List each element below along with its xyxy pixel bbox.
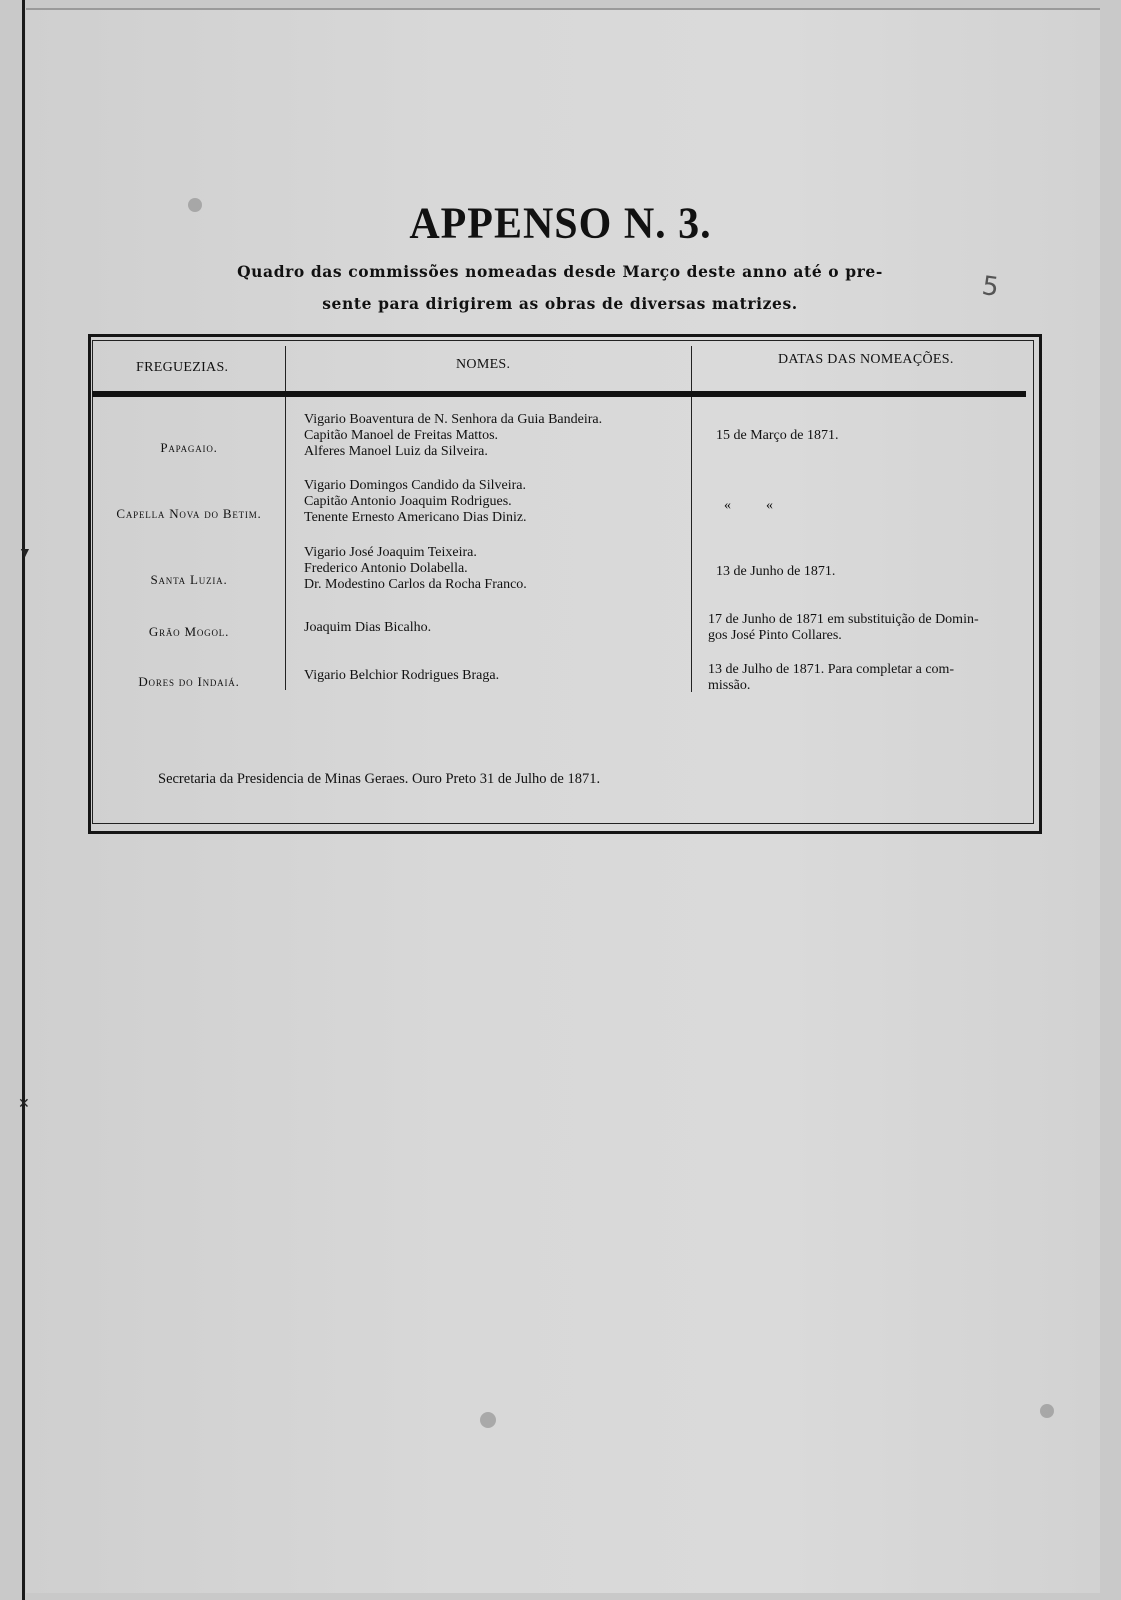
parish-name: Papagaio.: [160, 440, 218, 455]
document-subtitle-line-2: sente para dirigirem as obras de diversas matrizes.: [322, 294, 798, 313]
column-header-datas: DATAS DAS NOMEAÇÕES.: [778, 352, 954, 367]
column-header-freguezias: FREGUEZIAS.: [136, 360, 229, 375]
commission-names: [304, 668, 499, 684]
parish-name: Dores do Indaiá.: [138, 674, 240, 689]
document-title: APPENSO N. 3.: [409, 199, 712, 249]
member-name: Joaquim Dias Bicalho.: [304, 620, 432, 635]
margin-mark: ▼: [18, 546, 32, 561]
date-line: missão.: [708, 678, 751, 693]
column-divider: [285, 346, 286, 690]
ink-spot: [480, 1412, 496, 1428]
member-name: Dr. Modestino Carlos da Rocha Franco.: [304, 577, 527, 592]
date-line: 13 de Junho de 1871.: [716, 564, 836, 579]
member-name: Capitão Antonio Joaquim Rodrigues.: [304, 494, 512, 509]
column-divider: [691, 346, 692, 692]
date-line: « «: [724, 498, 773, 513]
header-rule: [92, 391, 1026, 397]
member-name: Capitão Manoel de Freitas Mattos.: [304, 428, 499, 443]
member-name: Vigario Belchior Rodrigues Braga.: [304, 668, 500, 683]
secretariat-signature-line: Secretaria da Presidencia de Minas Geraes. Ouro Preto 31 de Julho de 1871.: [158, 771, 601, 787]
appointment-date: [708, 612, 1050, 644]
document-subtitle-line-1: Quadro das commissões nomeadas desde Março deste anno até o pre-: [237, 262, 883, 281]
appointment-date: [708, 662, 1050, 694]
appointment-date: [716, 428, 1058, 444]
member-name: Alferes Manoel Luiz da Silveira.: [304, 444, 488, 459]
margin-mark: ✕: [18, 1097, 30, 1112]
appointment-date: [724, 498, 1066, 514]
parish-name: Santa Luzia.: [150, 572, 228, 587]
member-name: Vigario Domingos Candido da Silveira.: [304, 478, 526, 493]
commission-names: [304, 620, 431, 636]
commission-names: [304, 545, 527, 593]
ink-spot: [1040, 1404, 1054, 1418]
parish-name: Grão Mogol.: [148, 624, 230, 639]
date-line: 13 de Julho de 1871. Para completar a com-: [708, 662, 955, 677]
handwritten-folio-number: 5: [979, 270, 1001, 304]
member-name: Tenente Ernesto Americano Dias Diniz.: [304, 510, 527, 525]
commission-names: [304, 412, 602, 460]
member-name: Frederico Antonio Dolabella.: [304, 561, 468, 576]
member-name: Vigario José Joaquim Teixeira.: [304, 545, 477, 560]
date-line: 15 de Março de 1871.: [716, 428, 839, 443]
appointment-date: [716, 564, 1058, 580]
member-name: Vigario Boaventura de N. Senhora da Guia Bandeira.: [304, 412, 603, 427]
commission-names: [304, 478, 527, 526]
date-line: 17 de Junho de 1871 em substituição de Domin-: [708, 612, 979, 627]
date-line: gos José Pinto Collares.: [708, 628, 842, 643]
column-header-nomes: NOMES.: [456, 357, 511, 372]
parish-name: Capella Nova do Betim.: [116, 506, 262, 521]
page-top-edge: [26, 8, 1100, 10]
